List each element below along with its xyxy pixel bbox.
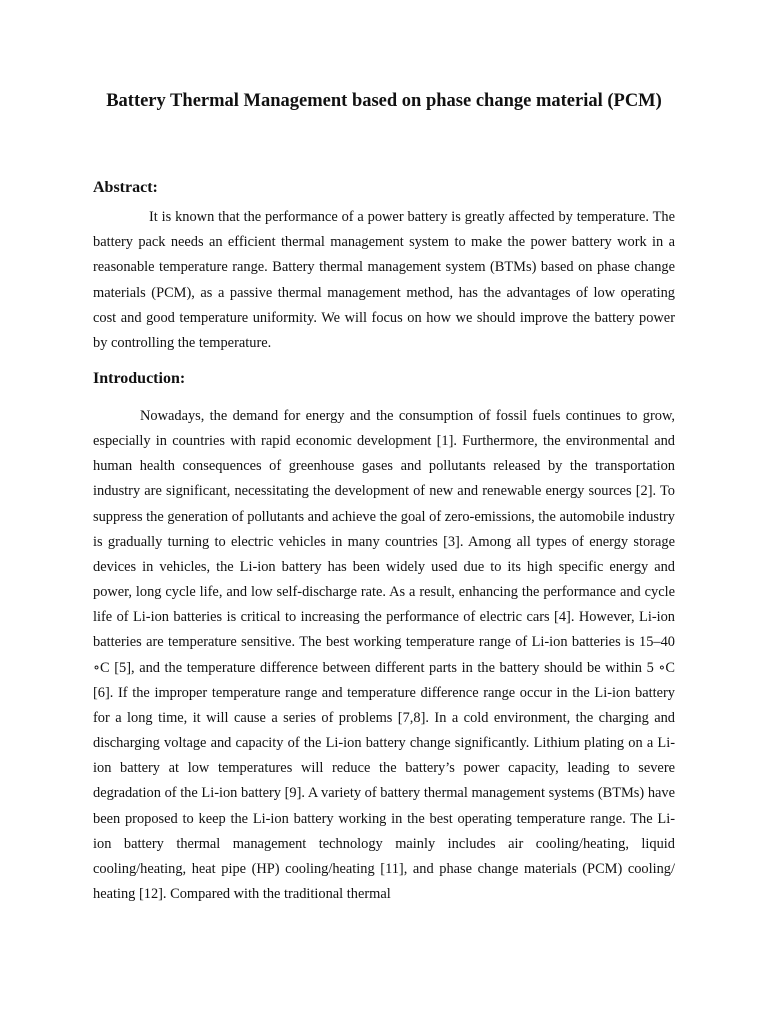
introduction-paragraph: Nowadays, the demand for energy and the consumption of fossil fuels continues to grow, especially in countries with rapid economic development [1]. Furthermore, the environmental and human health consequences of greenhouse gases and pollutants released by the transportation industry are significant, necessitating the development of new and renewable energy sources [2]. To suppress the generation of pollutants and achieve the goal of zero-emissions, the automobile industry is gradually turning to electric vehicles in many countries [3]. Among all types of energy storage devices in vehicles, the Li-ion battery has been widely used due to its high specific energy and power, long cycle life, and low self-discharge rate. As a result, enhancing the performance and cycle life of Li-ion batteries is critical to increasing the performance of electric cars [4]. However, Li-ion batteries are temperature sensitive. The best working temperature range of Li-ion batteries is 15–40 ∘C [5], and the temperature difference between different parts in the battery should be within 5 ∘C [6]. If the improper temperature range and temperature difference range occur in the Li-ion battery for a long time, it will cause a series of problems [7,8]. In a cold environment, the charging and discharging voltage and capacity of the Li-ion battery change significantly. Lithium plating on a Li-ion battery at low temperatures will reduce the battery’s power capacity, leading to severe degradation of the Li-ion battery [9]. A variety of battery thermal management systems (BTMs) have been proposed to keep the Li-ion battery working in the best operating temperature range. The Li-ion battery thermal management technology mainly includes air cooling/heating, liquid cooling/heating, heat pipe (HP) cooling/heating [11], and phase change materials (PCM) cooling/ heating [12]. Compared with the traditional thermal — [93, 408, 675, 902]
introduction-heading: Introduction: — [93, 370, 186, 387]
abstract-paragraph: It is known that the performance of a power battery is greatly affected by temperature. The battery pack needs an efficient thermal management system to make the power battery work in a reasonable temperature range. Battery thermal management system (BTMs) based on phase change materials (PCM), as a passive thermal management method, has the advantages of low operating cost and good temperature uniformity. We will focus on how we should improve the battery power by controlling the temperature. — [93, 209, 675, 352]
abstract-heading: Abstract: — [93, 179, 158, 196]
document-title: Battery Thermal Management based on phase change material (PCM) — [106, 91, 662, 111]
